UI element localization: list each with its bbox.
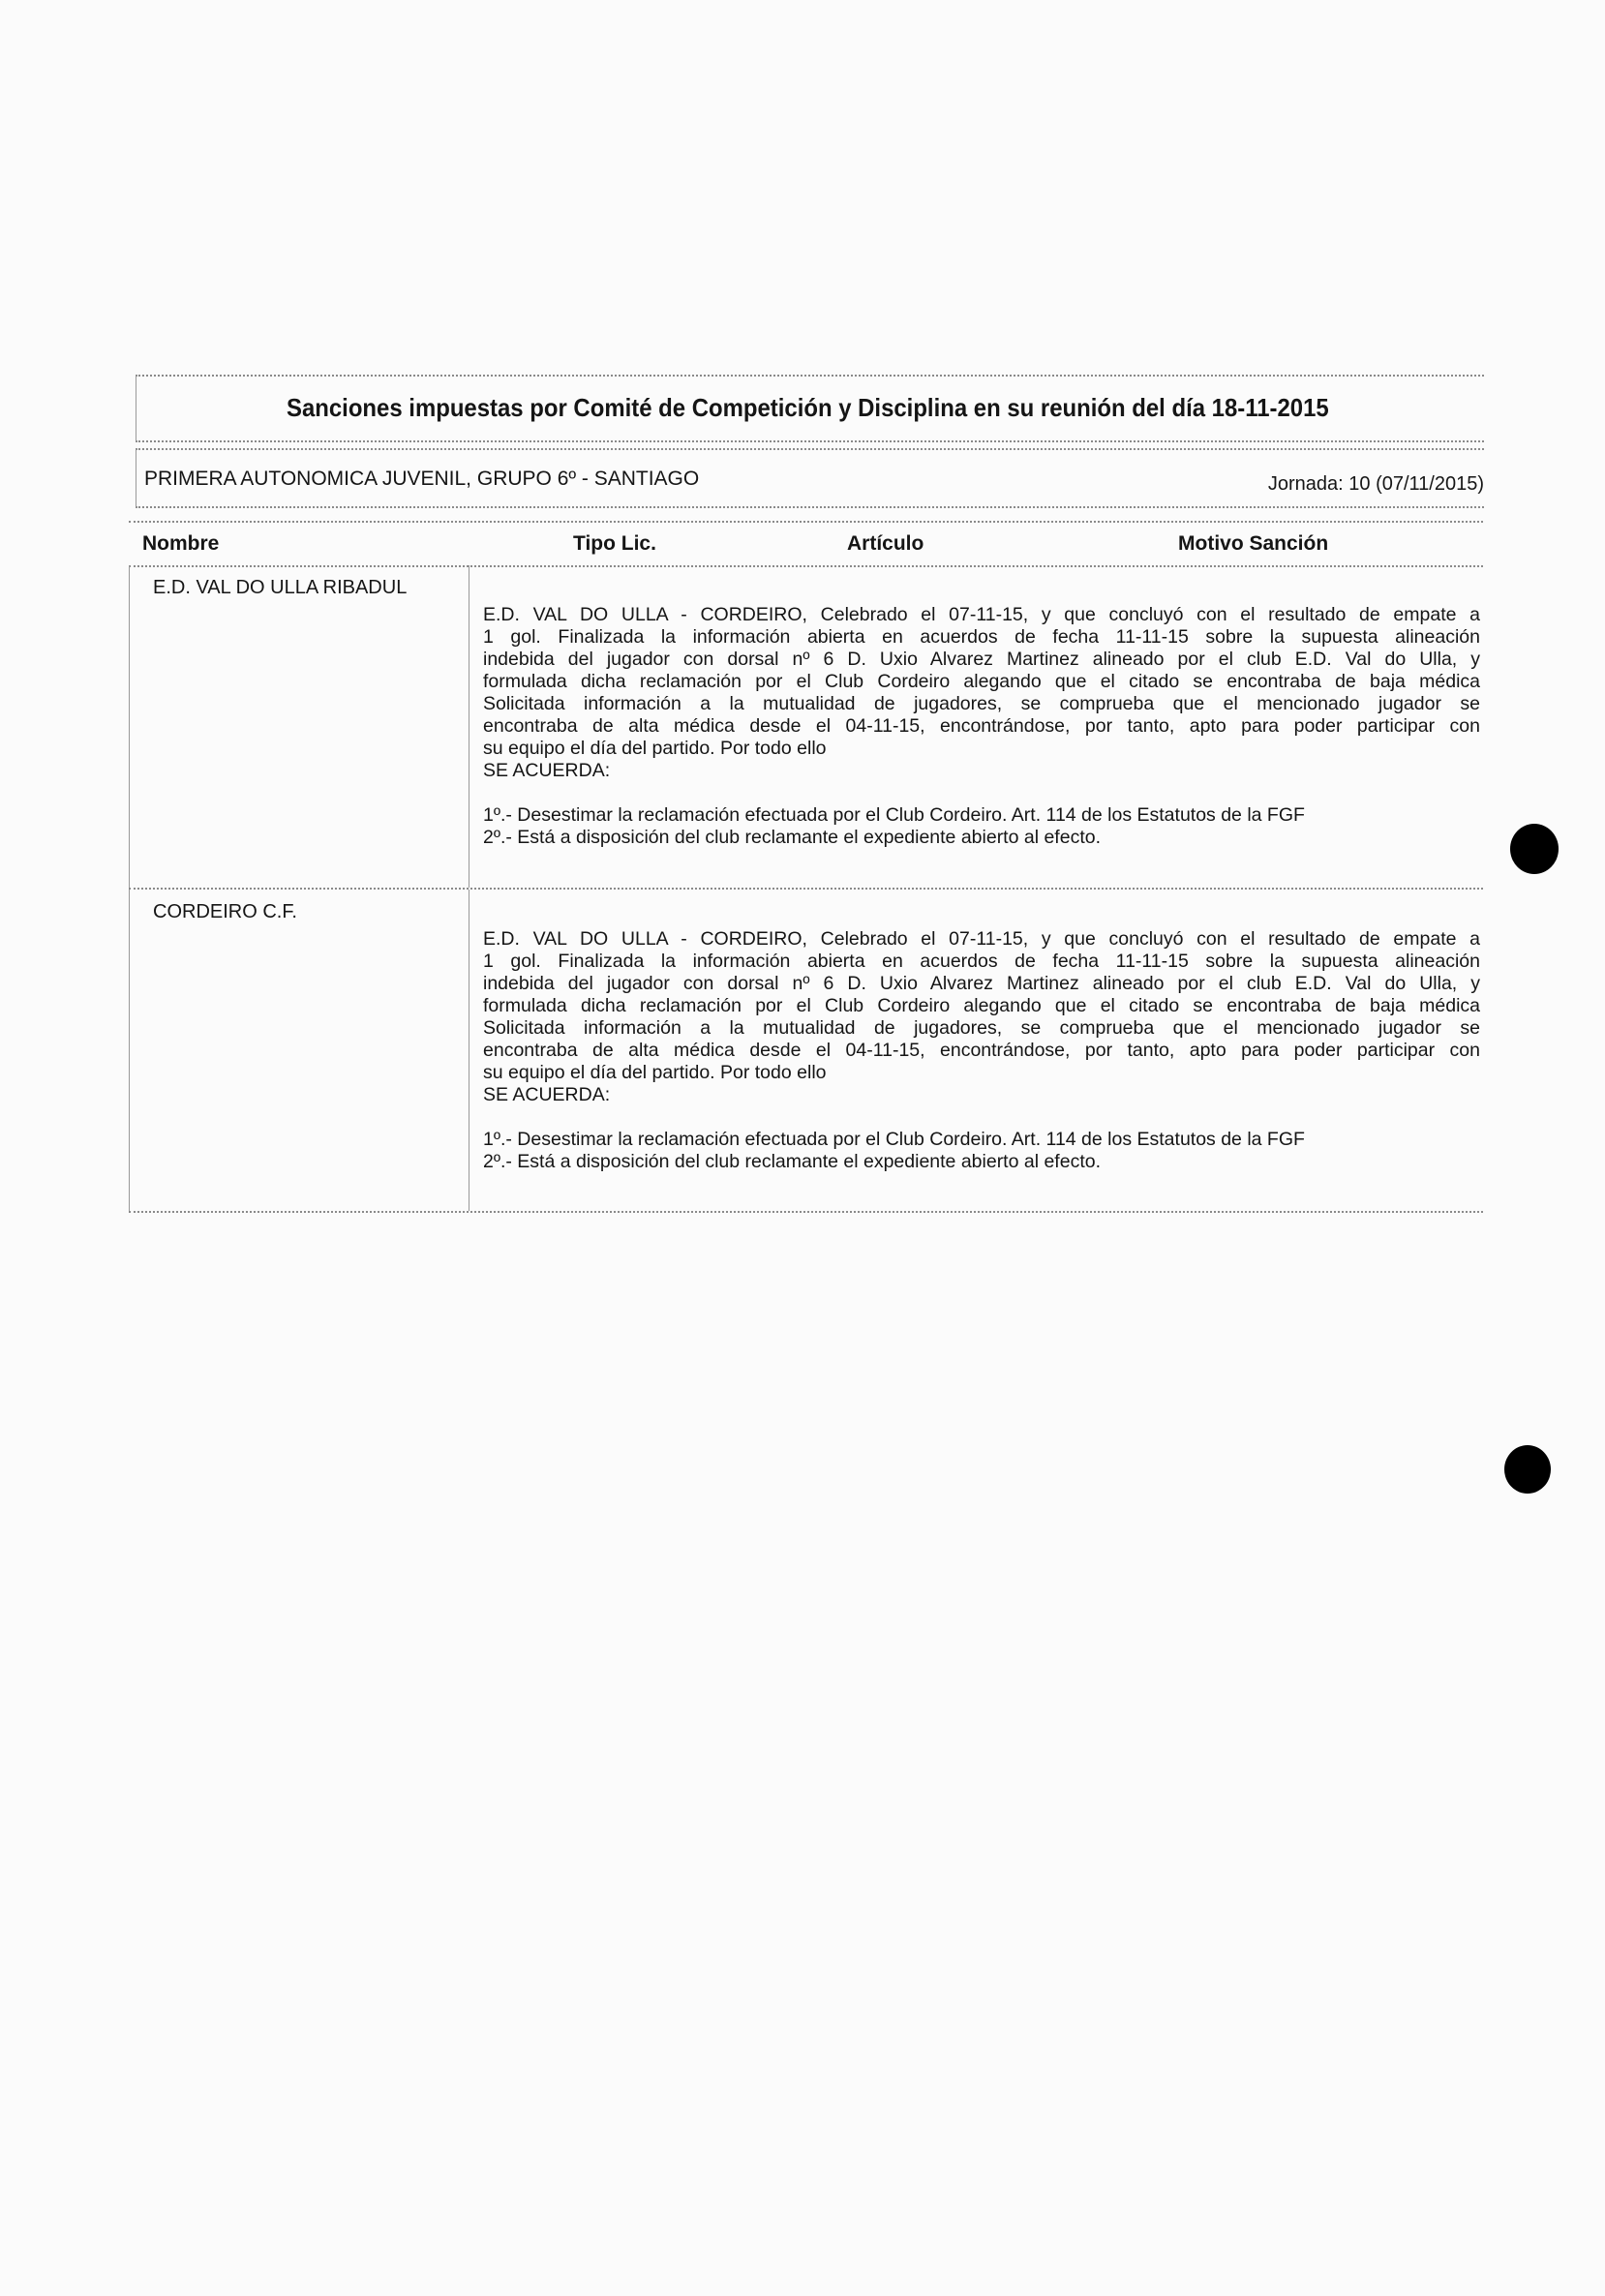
club-name: CORDEIRO C.F.: [153, 901, 297, 922]
league-name: PRIMERA AUTONOMICA JUVENIL, GRUPO 6º - SANTIAGO: [144, 468, 700, 490]
acuerdo-1: 1º.- Desestimar la reclamación efectuada por el Club Cordeiro. Art. 114 de los Estatutos de la FGF: [483, 1129, 1305, 1150]
motivo-text: [483, 928, 1480, 1173]
motivo-line: su equipo el día del partido. Por todo ello: [483, 738, 827, 759]
motivo-line: SE ACUERDA:: [483, 760, 611, 781]
motivo-text: [483, 604, 1480, 849]
acuerdo-1: 1º.- Desestimar la reclamación efectuada por el Club Cordeiro. Art. 114 de los Estatutos de la FGF: [483, 804, 1305, 826]
column-motivo: Motivo Sanción: [1178, 532, 1329, 555]
document-title: Sanciones impuestas por Comité de Competición y Disciplina en su reunión del día 18-11-2015: [287, 393, 1329, 422]
punch-hole-mark: [1510, 824, 1559, 874]
motivo-line: indebida del jugador con dorsal nº 6 D. Uxio Alvarez Martinez alineado por el club E.D. Val do Ulla, y: [483, 973, 1480, 994]
name-cell: [129, 890, 469, 1211]
acuerdo-2: 2º.- Está a disposición del club reclamante el expediente abierto al efecto.: [483, 827, 1101, 848]
column-nombre: Nombre: [142, 532, 220, 555]
table-header: [129, 521, 1483, 567]
name-cell: [129, 565, 469, 888]
motivo-line: E.D. VAL DO ULLA - CORDEIRO, Celebrado el 07-11-15, y que concluyó con el resultado de empate a: [483, 604, 1480, 625]
motivo-line: 1 gol. Finalizada la información abierta en acuerdos de fecha 11-11-15 sobre la supuesta alineación: [483, 951, 1480, 972]
motivo-line: indebida del jugador con dorsal nº 6 D. Uxio Alvarez Martinez alineado por el club E.D. Val do Ulla, y: [483, 649, 1480, 670]
column-tipo-lic: Tipo Lic.: [573, 532, 656, 555]
motivo-line: E.D. VAL DO ULLA - CORDEIRO, Celebrado el 07-11-15, y que concluyó con el resultado de empate a: [483, 928, 1480, 950]
table-row: [129, 565, 1483, 890]
motivo-line: formulada dicha reclamación por el Club Cordeiro alegando que el citado se encontraba de baja médica: [483, 995, 1480, 1016]
club-name: E.D. VAL DO ULLA RIBADUL: [153, 577, 408, 598]
motivo-line: encontraba de alta médica desde el 04-11-15, encontrándose, por tanto, apto para poder participar con: [483, 715, 1480, 737]
column-articulo: Artículo: [847, 532, 924, 555]
motivo-line: encontraba de alta médica desde el 04-11-15, encontrándose, por tanto, apto para poder participar con: [483, 1040, 1480, 1061]
motivo-line: Solicitada información a la mutualidad de jugadores, se comprueba que el mencionado jugador se: [483, 693, 1480, 714]
motivo-line: su equipo el día del partido. Por todo ello: [483, 1062, 827, 1083]
table-row: [129, 890, 1483, 1213]
motivo-line: formulada dicha reclamación por el Club Cordeiro alegando que el citado se encontraba de baja médica: [483, 671, 1480, 692]
motivo-line: 1 gol. Finalizada la información abierta en acuerdos de fecha 11-11-15 sobre la supuesta alineación: [483, 626, 1480, 648]
motivo-line: SE ACUERDA:: [483, 1084, 611, 1105]
jornada: Jornada: 10 (07/11/2015): [1267, 473, 1484, 495]
acuerdo-2: 2º.- Está a disposición del club reclamante el expediente abierto al efecto.: [483, 1151, 1101, 1172]
punch-hole-mark: [1504, 1445, 1551, 1494]
title-box: [136, 375, 1484, 442]
league-box: [136, 448, 1484, 508]
motivo-line: Solicitada información a la mutualidad de jugadores, se comprueba que el mencionado jugador se: [483, 1017, 1480, 1039]
